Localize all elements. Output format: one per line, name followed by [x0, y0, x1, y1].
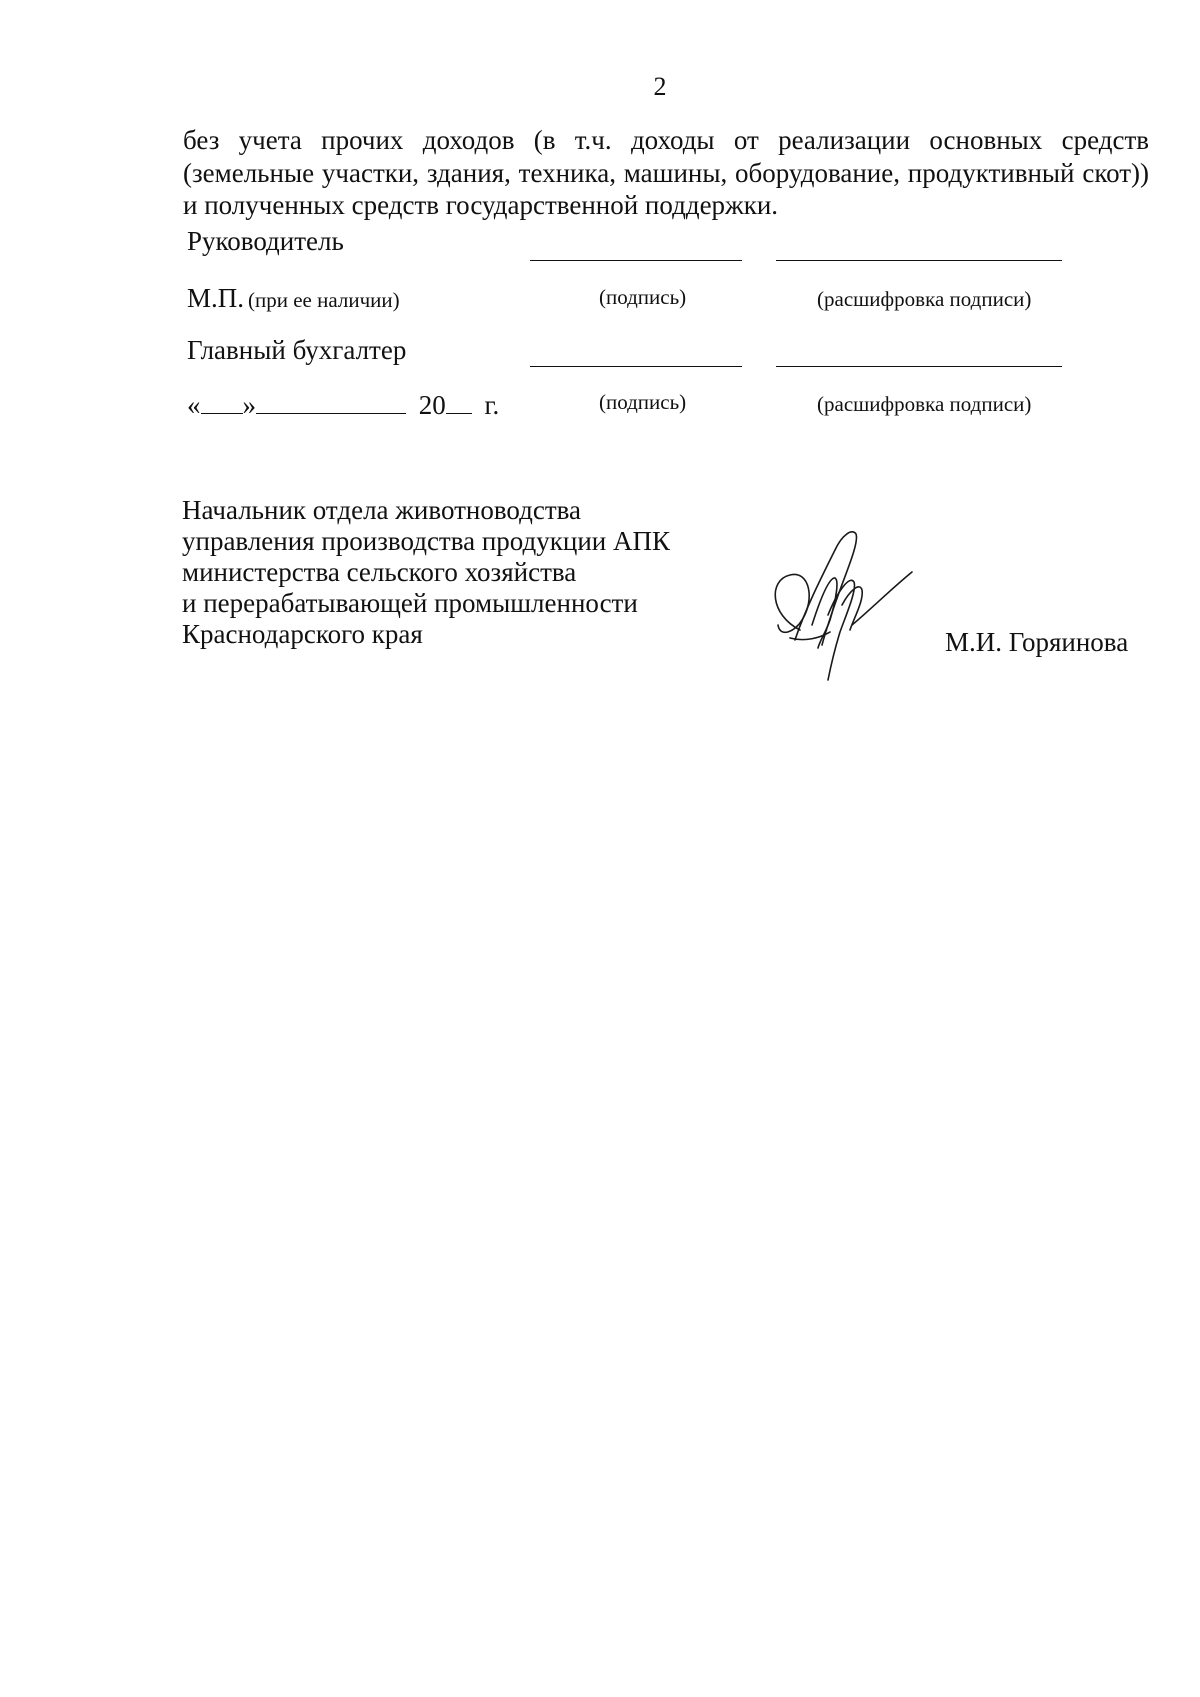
position-line: и перерабатывающей промышленности — [182, 588, 638, 618]
date-open-quote: « — [187, 390, 201, 420]
stamp-label: М.П. — [187, 283, 245, 313]
position-line: Краснодарского края — [182, 619, 423, 649]
page-number: 2 — [653, 72, 667, 101]
accountant-signature-line — [530, 366, 742, 367]
handwritten-signature — [760, 520, 920, 690]
date-row — [187, 390, 499, 421]
signer-name: М.И. Горяинова — [945, 627, 1129, 657]
date-day-blank — [201, 412, 243, 414]
position-line: Начальник отдела животноводства — [182, 495, 582, 525]
date-year-suffix: г. — [484, 390, 500, 420]
accountant-decoding-caption: (расшифровка подписи) — [817, 392, 1032, 416]
position-line: министерства сельского хозяйства — [182, 557, 577, 587]
head-signature-caption: (подпись) — [599, 285, 687, 309]
head-decoding-caption: (расшифровка подписи) — [817, 287, 1032, 311]
date-close-quote: » — [242, 390, 256, 420]
signatory-position — [182, 495, 670, 650]
stamp-row — [187, 283, 400, 314]
stamp-note: (при ее наличии) — [248, 288, 400, 312]
head-decoding-line — [776, 260, 1062, 261]
date-month-blank — [256, 412, 406, 414]
accountant-decoding-line — [776, 366, 1062, 367]
head-signature-line — [530, 260, 742, 261]
position-line: управления производства продукции АПК — [182, 526, 670, 556]
accountant-signature-caption: (подпись) — [599, 390, 687, 414]
accountant-label: Главный бухгалтер — [187, 335, 407, 365]
date-year-prefix: 20 — [418, 390, 446, 420]
head-label: Руководитель — [187, 226, 344, 256]
date-year-blank — [446, 412, 472, 414]
body-paragraph: без учета прочих доходов (в т.ч. доходы от реализации основных средств (земельные участки, здания, техника, машины, оборудование, продуктивный скот)) и полученных средств государственной поддержки. — [183, 125, 1149, 220]
